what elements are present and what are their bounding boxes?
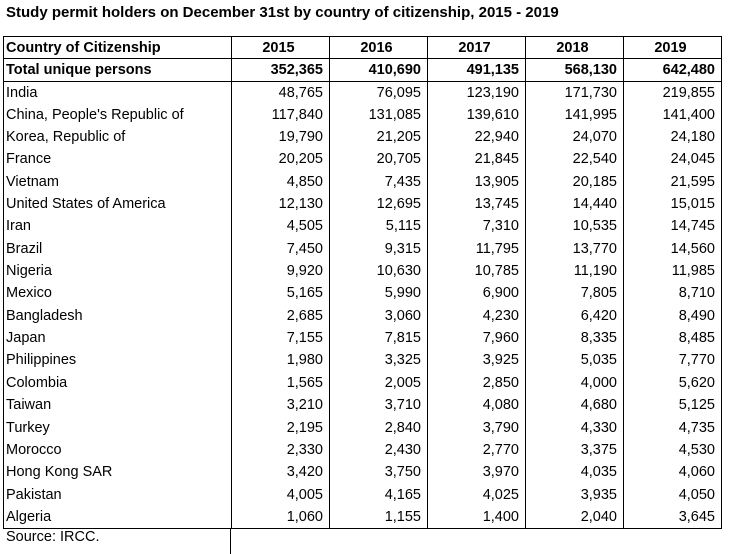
table-row [4, 483, 722, 505]
table-row [4, 104, 722, 126]
table-row [4, 260, 722, 282]
study-permit-table [3, 36, 722, 529]
country-name: France [4, 148, 232, 170]
table-row [4, 506, 722, 528]
value-2015: 2,330 [232, 439, 330, 461]
country-name: Taiwan [4, 394, 232, 416]
total-value-2018: 568,130 [526, 59, 624, 81]
total-label: Total unique persons [4, 59, 232, 81]
value-2015: 3,210 [232, 394, 330, 416]
value-2017: 22,940 [428, 126, 526, 148]
value-2018: 22,540 [526, 148, 624, 170]
value-2018: 7,805 [526, 282, 624, 304]
country-name: Algeria [4, 506, 232, 528]
country-name: Morocco [4, 439, 232, 461]
value-2015: 1,980 [232, 349, 330, 371]
header-year-2018: 2018 [526, 37, 624, 59]
value-2015: 7,155 [232, 327, 330, 349]
header-year-2017: 2017 [428, 37, 526, 59]
value-2017: 123,190 [428, 81, 526, 103]
value-2016: 10,630 [330, 260, 428, 282]
value-2019: 8,490 [624, 305, 722, 327]
table-row [4, 305, 722, 327]
country-name: Brazil [4, 238, 232, 260]
value-2015: 9,920 [232, 260, 330, 282]
value-2018: 20,185 [526, 171, 624, 193]
value-2018: 141,995 [526, 104, 624, 126]
value-2016: 20,705 [330, 148, 428, 170]
header-year-2016: 2016 [330, 37, 428, 59]
table-row [4, 439, 722, 461]
value-2019: 24,045 [624, 148, 722, 170]
value-2016: 3,750 [330, 461, 428, 483]
table-row [4, 126, 722, 148]
value-2019: 21,595 [624, 171, 722, 193]
value-2018: 4,680 [526, 394, 624, 416]
value-2015: 48,765 [232, 81, 330, 103]
value-2016: 5,990 [330, 282, 428, 304]
header-country: Country of Citizenship [4, 37, 232, 59]
total-value-2016: 410,690 [330, 59, 428, 81]
value-2017: 4,230 [428, 305, 526, 327]
total-value-2019: 642,480 [624, 59, 722, 81]
total-value-2015: 352,365 [232, 59, 330, 81]
country-name: Mexico [4, 282, 232, 304]
value-2017: 2,850 [428, 372, 526, 394]
value-2018: 6,420 [526, 305, 624, 327]
country-name: Philippines [4, 349, 232, 371]
value-2018: 11,190 [526, 260, 624, 282]
header-year-2015: 2015 [232, 37, 330, 59]
page-title: Study permit holders on December 31st by country of citizenship, 2015 - 2019 [6, 4, 559, 21]
value-2019: 4,530 [624, 439, 722, 461]
country-name: Pakistan [4, 483, 232, 505]
country-name: Iran [4, 215, 232, 237]
value-2015: 4,850 [232, 171, 330, 193]
table-row [4, 81, 722, 103]
country-name: Vietnam [4, 171, 232, 193]
value-2019: 5,125 [624, 394, 722, 416]
value-2015: 19,790 [232, 126, 330, 148]
value-2017: 6,900 [428, 282, 526, 304]
country-name: United States of America [4, 193, 232, 215]
value-2018: 5,035 [526, 349, 624, 371]
value-2017: 4,025 [428, 483, 526, 505]
table-body [4, 37, 722, 529]
value-2017: 3,790 [428, 416, 526, 438]
value-2015: 5,165 [232, 282, 330, 304]
value-2018: 171,730 [526, 81, 624, 103]
value-2019: 15,015 [624, 193, 722, 215]
value-2017: 10,785 [428, 260, 526, 282]
table-row [4, 238, 722, 260]
value-2016: 2,840 [330, 416, 428, 438]
table-row [4, 416, 722, 438]
value-2017: 1,400 [428, 506, 526, 528]
value-2019: 8,485 [624, 327, 722, 349]
value-2019: 7,770 [624, 349, 722, 371]
country-name: China, People's Republic of [4, 104, 232, 126]
table-row [4, 461, 722, 483]
value-2015: 117,840 [232, 104, 330, 126]
value-2016: 2,430 [330, 439, 428, 461]
value-2015: 3,420 [232, 461, 330, 483]
value-2018: 13,770 [526, 238, 624, 260]
value-2016: 7,815 [330, 327, 428, 349]
value-2017: 13,905 [428, 171, 526, 193]
value-2016: 131,085 [330, 104, 428, 126]
total-row [4, 59, 722, 81]
value-2015: 7,450 [232, 238, 330, 260]
value-2015: 1,565 [232, 372, 330, 394]
value-2016: 9,315 [330, 238, 428, 260]
table-row [4, 349, 722, 371]
header-year-2019: 2019 [624, 37, 722, 59]
table-row [4, 327, 722, 349]
table-row [4, 148, 722, 170]
value-2017: 139,610 [428, 104, 526, 126]
value-2015: 20,205 [232, 148, 330, 170]
value-2019: 5,620 [624, 372, 722, 394]
country-name: Korea, Republic of [4, 126, 232, 148]
country-name: Nigeria [4, 260, 232, 282]
value-2016: 1,155 [330, 506, 428, 528]
value-2018: 14,440 [526, 193, 624, 215]
value-2017: 13,745 [428, 193, 526, 215]
value-2019: 219,855 [624, 81, 722, 103]
value-2016: 7,435 [330, 171, 428, 193]
value-2019: 24,180 [624, 126, 722, 148]
value-2017: 2,770 [428, 439, 526, 461]
country-name: Hong Kong SAR [4, 461, 232, 483]
table-row [4, 372, 722, 394]
table-row [4, 282, 722, 304]
total-value-2017: 491,135 [428, 59, 526, 81]
country-name: Bangladesh [4, 305, 232, 327]
value-2016: 3,325 [330, 349, 428, 371]
value-2018: 4,330 [526, 416, 624, 438]
value-2019: 11,985 [624, 260, 722, 282]
value-2015: 2,685 [232, 305, 330, 327]
value-2016: 2,005 [330, 372, 428, 394]
value-2016: 3,710 [330, 394, 428, 416]
value-2019: 14,560 [624, 238, 722, 260]
value-2018: 4,000 [526, 372, 624, 394]
table-row [4, 171, 722, 193]
value-2018: 3,375 [526, 439, 624, 461]
value-2018: 3,935 [526, 483, 624, 505]
value-2018: 2,040 [526, 506, 624, 528]
value-2016: 4,165 [330, 483, 428, 505]
value-2016: 21,205 [330, 126, 428, 148]
source-note: Source: IRCC. [6, 529, 100, 545]
value-2016: 76,095 [330, 81, 428, 103]
value-2018: 4,035 [526, 461, 624, 483]
value-2015: 2,195 [232, 416, 330, 438]
value-2015: 12,130 [232, 193, 330, 215]
value-2015: 1,060 [232, 506, 330, 528]
value-2016: 3,060 [330, 305, 428, 327]
value-2019: 4,050 [624, 483, 722, 505]
value-2019: 14,745 [624, 215, 722, 237]
value-2017: 11,795 [428, 238, 526, 260]
value-2018: 10,535 [526, 215, 624, 237]
table-row [4, 394, 722, 416]
value-2017: 3,970 [428, 461, 526, 483]
country-name: Japan [4, 327, 232, 349]
value-2017: 4,080 [428, 394, 526, 416]
value-2017: 7,960 [428, 327, 526, 349]
table-row [4, 215, 722, 237]
country-name: India [4, 81, 232, 103]
header-row [4, 37, 722, 59]
value-2019: 141,400 [624, 104, 722, 126]
value-2015: 4,505 [232, 215, 330, 237]
value-2018: 8,335 [526, 327, 624, 349]
country-name: Colombia [4, 372, 232, 394]
source-divider [230, 528, 231, 554]
table-row [4, 193, 722, 215]
value-2019: 8,710 [624, 282, 722, 304]
value-2019: 4,735 [624, 416, 722, 438]
value-2019: 4,060 [624, 461, 722, 483]
value-2017: 3,925 [428, 349, 526, 371]
country-name: Turkey [4, 416, 232, 438]
value-2016: 12,695 [330, 193, 428, 215]
value-2019: 3,645 [624, 506, 722, 528]
value-2017: 21,845 [428, 148, 526, 170]
value-2016: 5,115 [330, 215, 428, 237]
value-2018: 24,070 [526, 126, 624, 148]
value-2017: 7,310 [428, 215, 526, 237]
value-2015: 4,005 [232, 483, 330, 505]
